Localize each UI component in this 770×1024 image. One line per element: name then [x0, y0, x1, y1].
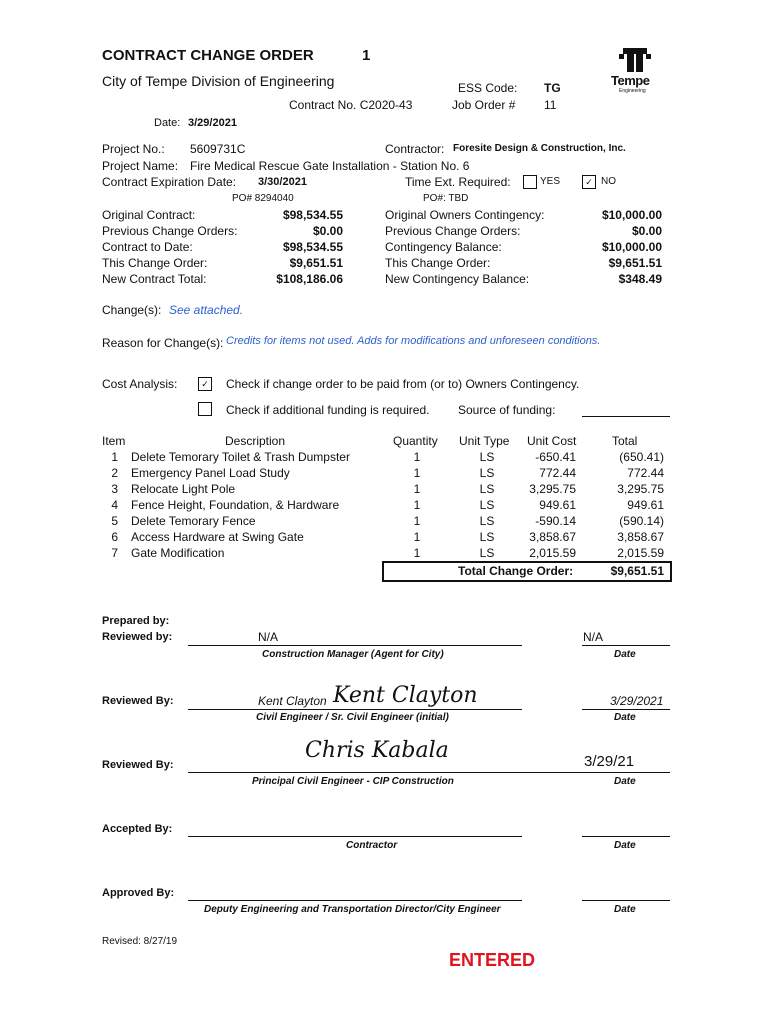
reviewer3-signature: Chris Kabala	[305, 738, 449, 763]
changes-label: Change(s):	[102, 303, 162, 317]
row-desc: Emergency Panel Load Study	[131, 466, 290, 480]
role-deputy-director: Deputy Engineering and Transportation Director/City Engineer	[204, 904, 501, 915]
date-value: 3/29/2021	[188, 117, 237, 129]
fin-value: $98,534.55	[282, 208, 343, 222]
row-cost: -650.41	[535, 450, 576, 464]
time-ext-yes-checkbox[interactable]	[523, 175, 537, 189]
line-items	[102, 450, 670, 562]
row-desc: Delete Temorary Toilet & Trash Dumpster	[131, 450, 350, 464]
date-caption: Date	[614, 712, 636, 723]
row-qty: 1	[413, 482, 421, 496]
fin-value: $10,000.00	[601, 240, 662, 254]
row-item: 7	[111, 546, 118, 560]
fin-label: Contract to Date:	[102, 240, 193, 254]
job-order-value: 11	[544, 98, 557, 112]
col-header-unit-type: Unit Type	[459, 434, 510, 448]
fin-label: This Change Order:	[102, 256, 208, 270]
financials-right-labels	[385, 207, 544, 287]
project-no-value: 5609731C	[190, 142, 246, 156]
project-no-label: Project No.:	[102, 142, 165, 156]
row-unit: LS	[479, 466, 495, 480]
fin-label: This Change Order:	[385, 256, 491, 270]
po-number-right: PO#: TBD	[423, 193, 469, 204]
project-name-label: Project Name:	[102, 159, 179, 173]
row-unit: LS	[479, 514, 495, 528]
col-header-quantity: Quantity	[393, 434, 438, 448]
approved-by-label: Approved By:	[102, 887, 175, 899]
date-caption: Date	[614, 904, 636, 915]
contract-number: Contract No. C2020-43	[289, 98, 413, 112]
date-caption: Date	[614, 776, 636, 787]
financials-right-values	[562, 207, 662, 287]
ess-code-value: TG	[544, 81, 561, 95]
row-desc: Relocate Light Pole	[131, 482, 236, 496]
reason-value: Credits for items not used. Adds for modifications and unforeseen conditions.	[226, 335, 601, 347]
reviewed-by-label-2: Reviewed By:	[102, 695, 174, 707]
signature-line	[188, 709, 522, 710]
date-line	[582, 900, 670, 901]
date-line	[582, 709, 670, 710]
reviewer3-date: 3/29/21	[584, 753, 635, 770]
row-qty: 1	[413, 466, 421, 480]
time-ext-no-label: NO	[601, 176, 616, 187]
additional-funding-text: Check if additional funding is required.	[226, 403, 430, 417]
fin-label: New Contingency Balance:	[385, 272, 530, 286]
role-contractor: Contractor	[346, 840, 398, 851]
expiration-value: 3/30/2021	[258, 176, 307, 188]
fin-value: $10,000.00	[601, 208, 662, 222]
row-desc: Access Hardware at Swing Gate	[131, 530, 304, 544]
row-item: 2	[111, 466, 118, 480]
row-item: 1	[111, 450, 118, 464]
changes-value: See attached.	[169, 303, 244, 317]
row-cost: 772.44	[539, 466, 576, 480]
tempe-logo-icon	[605, 46, 665, 76]
reviewer1-date: N/A	[583, 630, 604, 644]
table-row	[102, 482, 670, 498]
signature-line	[188, 900, 522, 901]
total-change-order-box	[382, 561, 672, 582]
row-total: (590.14)	[619, 514, 664, 528]
job-order-label: Job Order #	[452, 98, 516, 112]
row-unit: LS	[479, 482, 495, 496]
row-cost: 3,295.75	[529, 482, 576, 496]
table-row	[102, 514, 670, 530]
date-caption: Date	[614, 840, 636, 851]
date-label: Date:	[154, 117, 181, 129]
project-name-value: Fire Medical Rescue Gate Installation - Station No. 6	[190, 159, 470, 173]
row-total: (650.41)	[619, 450, 664, 464]
check-icon: ✓	[585, 177, 593, 187]
row-cost: 3,858.67	[529, 530, 576, 544]
col-header-total: Total	[612, 434, 638, 448]
fin-label: New Contract Total:	[102, 272, 207, 286]
time-ext-no-checkbox[interactable]	[582, 175, 596, 189]
cost-analysis-label: Cost Analysis:	[102, 377, 178, 391]
signature-line	[188, 772, 670, 773]
signature-line	[188, 836, 522, 837]
ess-code-label: ESS Code:	[458, 81, 518, 95]
logo-subtext: Engineering	[619, 88, 646, 94]
row-item: 3	[111, 482, 118, 496]
revised-date: Revised: 8/27/19	[102, 936, 178, 947]
role-civil-engineer: Civil Engineer / Sr. Civil Engineer (initial)	[256, 712, 449, 723]
financials-left-values	[250, 207, 343, 287]
fin-label: Original Contract:	[102, 208, 196, 222]
fin-label: Original Owners Contingency:	[385, 208, 545, 222]
row-qty: 1	[413, 546, 421, 560]
row-cost: 949.61	[539, 498, 576, 512]
contractor-value: Foresite Design & Construction, Inc.	[453, 143, 626, 154]
table-row	[102, 498, 670, 514]
logo-text: Tempe	[611, 73, 650, 88]
role-construction-manager: Construction Manager (Agent for City)	[262, 649, 444, 660]
fin-label: Previous Change Orders:	[385, 224, 521, 238]
row-item: 6	[111, 530, 118, 544]
accepted-by-label: Accepted By:	[102, 823, 173, 835]
form-title: CONTRACT CHANGE ORDER	[102, 47, 314, 64]
table-row	[102, 450, 670, 466]
role-principal-engineer: Principal Civil Engineer - CIP Construction	[252, 776, 454, 787]
row-desc: Gate Modification	[131, 546, 225, 560]
contractor-label: Contractor:	[385, 142, 445, 156]
row-unit: LS	[479, 530, 495, 544]
fin-value: $0.00	[631, 224, 662, 238]
row-cost: -590.14	[535, 514, 576, 528]
row-total: 949.61	[627, 498, 664, 512]
date-caption: Date	[614, 649, 636, 660]
row-qty: 1	[413, 498, 421, 512]
fin-value: $9,651.51	[289, 256, 343, 270]
reviewer1-name: N/A	[258, 630, 279, 644]
row-qty: 1	[413, 450, 421, 464]
source-of-funding-line	[582, 416, 670, 417]
fin-value: $0.00	[312, 224, 343, 238]
entered-stamp: ENTERED	[449, 950, 536, 970]
row-desc: Fence Height, Foundation, & Hardware	[131, 498, 340, 512]
fin-label: Previous Change Orders:	[102, 224, 238, 238]
col-header-description: Description	[225, 434, 286, 448]
total-value: $9,651.51	[610, 564, 664, 578]
owners-contingency-checkbox[interactable]	[198, 377, 212, 391]
row-unit: LS	[479, 450, 495, 464]
prepared-by-label: Prepared by:	[102, 615, 170, 627]
time-ext-label: Time Ext. Required:	[405, 175, 511, 189]
po-number-left: PO# 8294040	[232, 193, 294, 204]
row-total: 3,858.67	[617, 530, 664, 544]
date-line	[582, 645, 670, 646]
fin-label: Contingency Balance:	[385, 240, 502, 254]
reviewed-by-label-1: Reviewed by:	[102, 631, 173, 643]
owners-contingency-text: Check if change order to be paid from (or to) Owners Contingency.	[226, 377, 580, 391]
reviewer2-name: Kent Clayton	[258, 694, 327, 708]
fin-value: $98,534.55	[282, 240, 343, 254]
row-total: 772.44	[627, 466, 664, 480]
table-row	[102, 546, 670, 562]
row-unit: LS	[479, 498, 495, 512]
signature-line	[188, 645, 522, 646]
row-total: 3,295.75	[617, 482, 664, 496]
table-row	[102, 466, 670, 482]
row-total: 2,015.59	[617, 546, 664, 560]
col-header-item: Item	[102, 434, 126, 448]
fin-value: $9,651.51	[608, 256, 662, 270]
expiration-label: Contract Expiration Date:	[102, 175, 237, 189]
source-of-funding-label: Source of funding:	[458, 403, 556, 417]
row-unit: LS	[479, 546, 495, 560]
financials-left-labels	[102, 207, 237, 287]
fin-value: $348.49	[618, 272, 662, 286]
reviewer2-signature: Kent Clayton	[333, 683, 478, 708]
reason-label: Reason for Change(s):	[102, 336, 224, 350]
check-icon: ✓	[201, 379, 209, 389]
organization-name: City of Tempe Division of Engineering	[102, 73, 335, 89]
col-header-unit-cost: Unit Cost	[527, 434, 577, 448]
table-row	[102, 530, 670, 546]
reviewed-by-label-3: Reviewed By:	[102, 759, 174, 771]
fin-value: $108,186.06	[276, 272, 343, 286]
row-item: 5	[111, 514, 118, 528]
change-order-number: 1	[362, 47, 371, 64]
row-qty: 1	[413, 514, 421, 528]
row-item: 4	[111, 498, 118, 512]
date-line	[582, 836, 670, 837]
row-desc: Delete Temorary Fence	[131, 514, 256, 528]
additional-funding-checkbox[interactable]	[198, 402, 212, 416]
reviewer2-date: 3/29/2021	[610, 694, 664, 708]
time-ext-yes-label: YES	[540, 176, 561, 187]
tempe-logo	[605, 46, 665, 96]
row-cost: 2,015.59	[529, 546, 576, 560]
total-label: Total Change Order:	[458, 564, 574, 578]
row-qty: 1	[413, 530, 421, 544]
